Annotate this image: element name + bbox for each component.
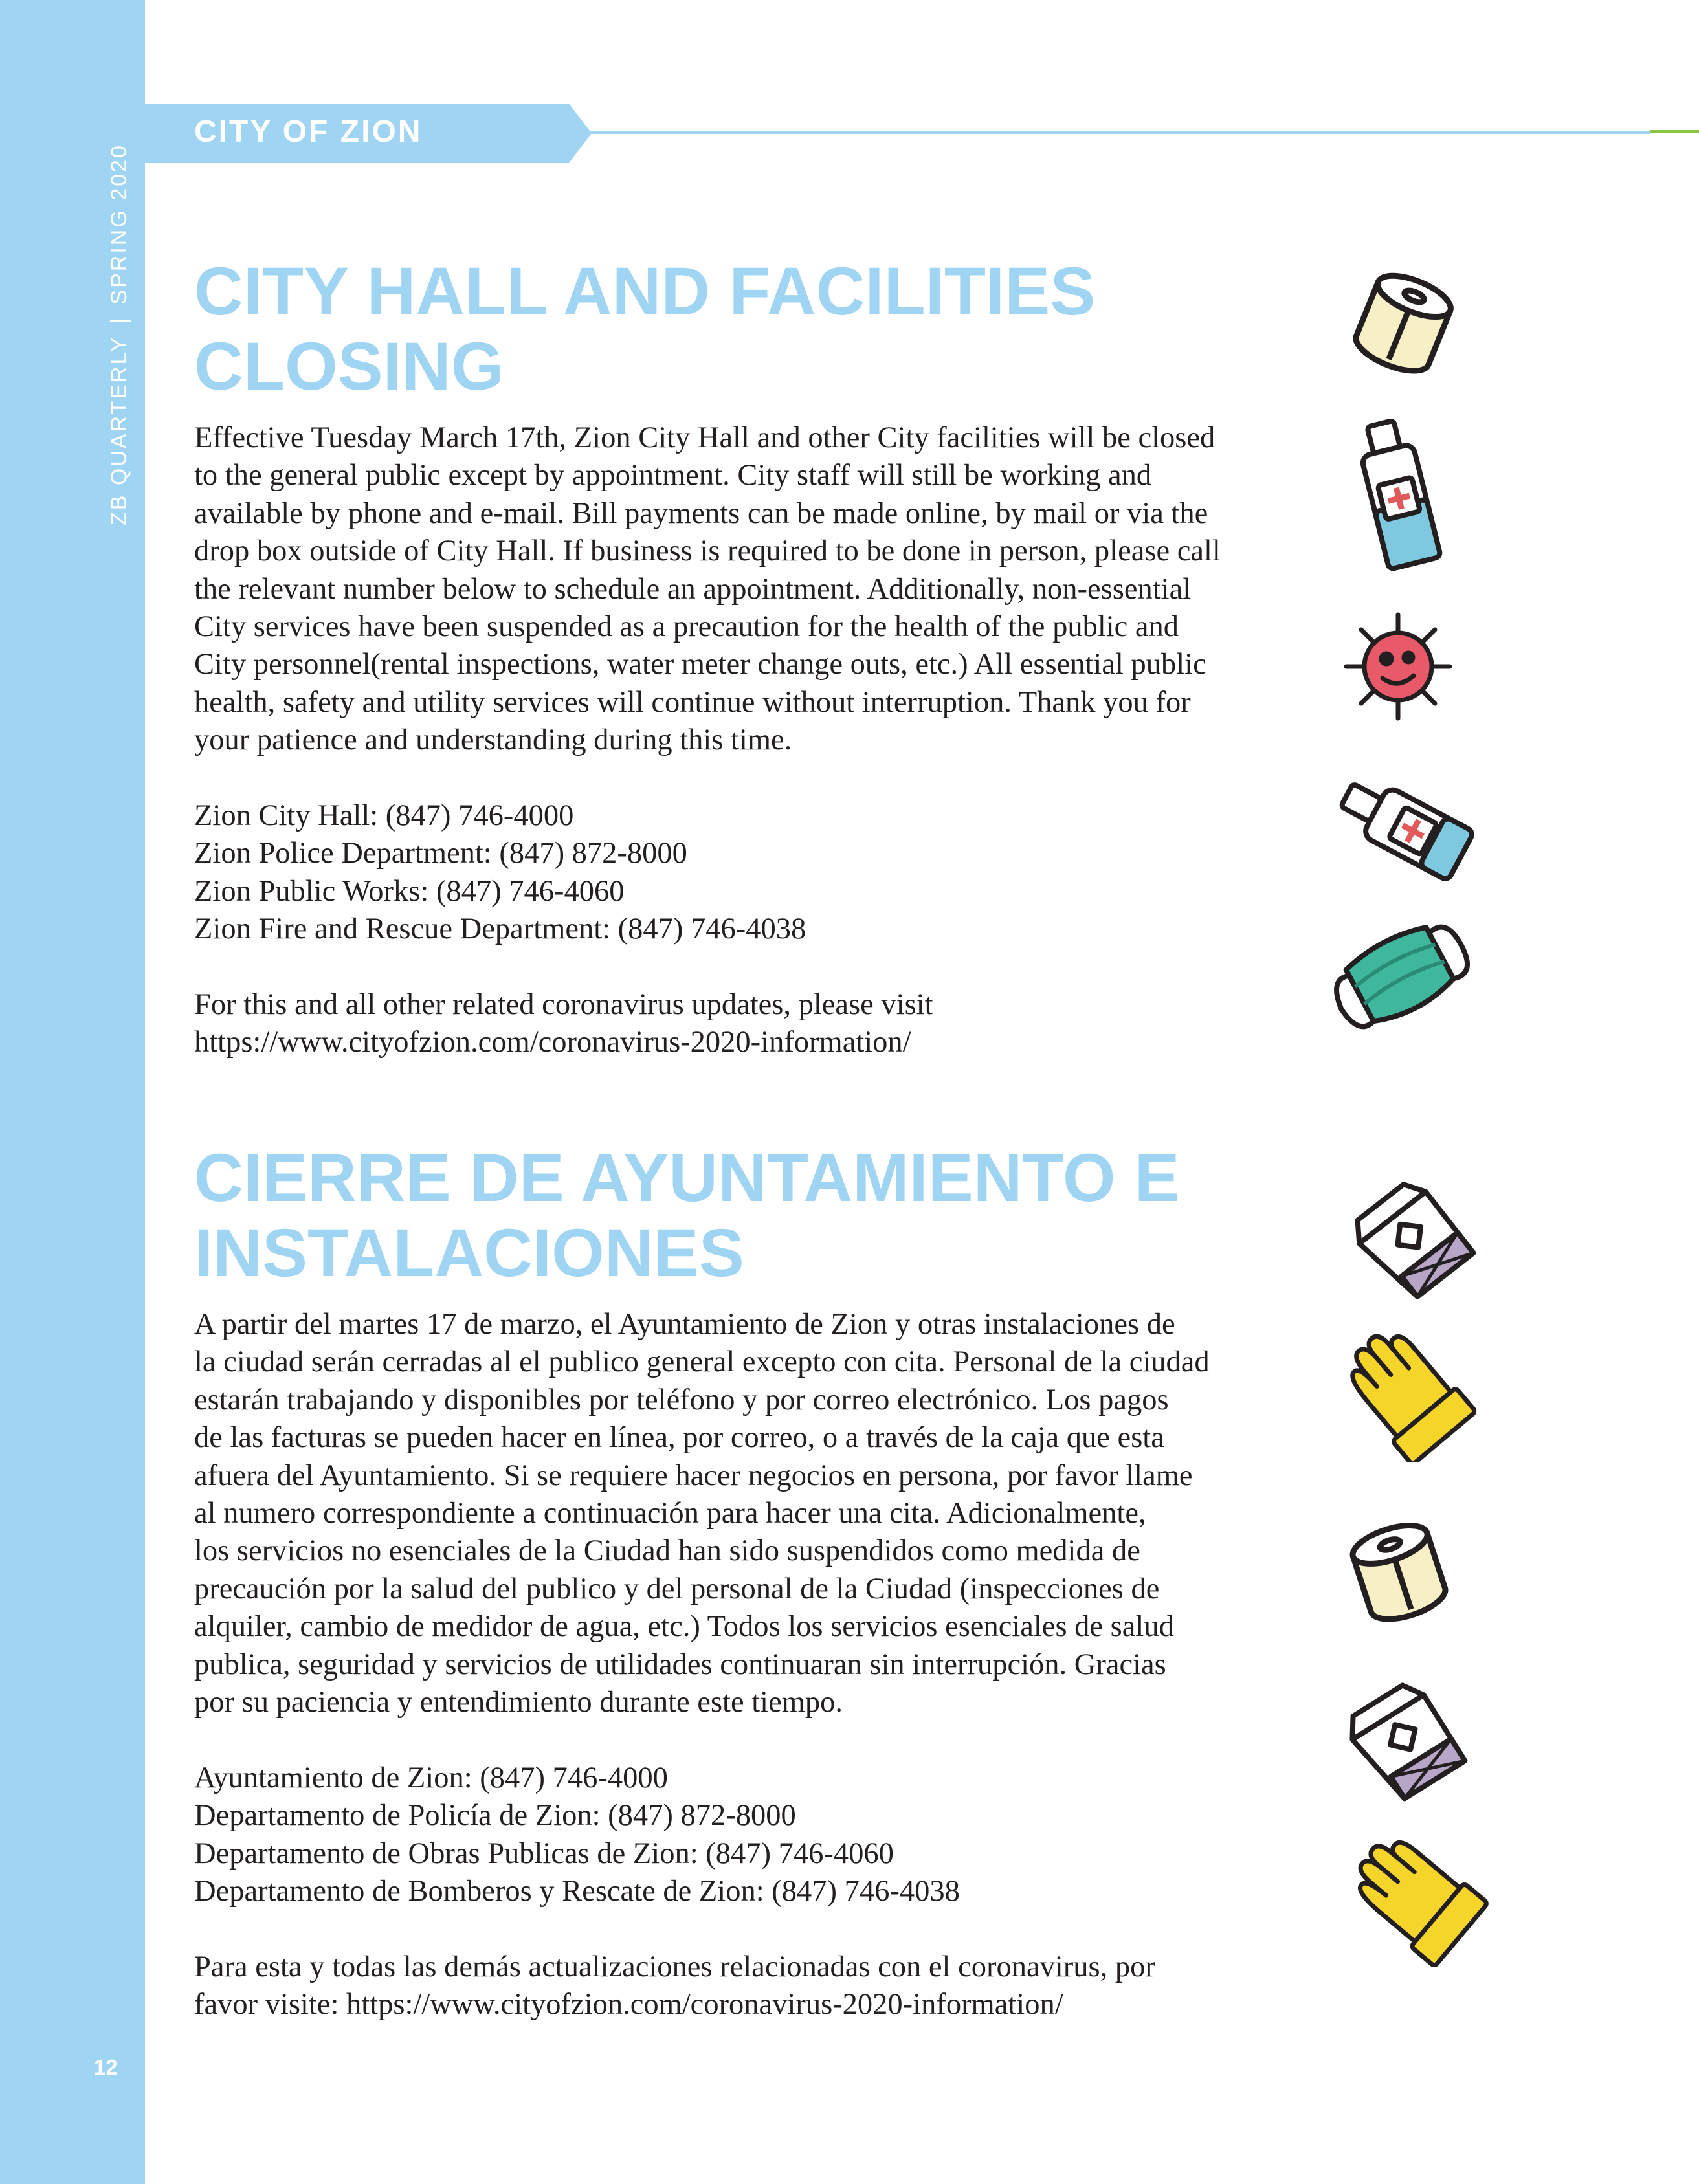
body-line: precaución por la salud del publico y del personal de la Ciudad (inspecciones de (194, 1572, 1160, 1605)
body-line: health, safety and utility services will continue without interruption. Thank you for (194, 685, 1191, 719)
body-line: afuera del Ayuntamiento. Si se requiere hacer negocios en persona, por favor llame (194, 1459, 1193, 1492)
english-heading (194, 254, 1294, 404)
body-line: to the general public except by appointment. City staff will still be working and (194, 459, 1152, 492)
body-line: por su paciencia y entendimiento durante este tiempo. (194, 1686, 843, 1719)
rubber-glove-icon (1324, 1320, 1479, 1462)
body-line: your patience and understanding during this time. (194, 723, 792, 757)
english-heading-line2: CLOSING (194, 329, 504, 404)
spanish-heading-line2: INSTALACIONES (194, 1215, 744, 1291)
contact-fire-rescue: Zion Fire and Rescue Department: (847) 746-4038 (194, 912, 806, 946)
footer-note: Para esta y todas las demás actualizaciones relacionadas con el coronavirus, por (194, 1950, 1155, 1983)
publication-name: ZB QUARTERLY (107, 335, 131, 525)
milk-carton-icon (1333, 1666, 1476, 1809)
contact-police: Zion Police Department: (847) 872-8000 (194, 837, 687, 870)
header-rule (583, 131, 1650, 134)
info-link[interactable]: favor visite: https://www.cityofzion.com/coronavirus-2020-information/ (194, 1988, 1063, 2022)
header-rule-accent (1650, 130, 1699, 133)
body-line: A partir del martes 17 de marzo, el Ayuntamiento de Zion y otras instalaciones de (194, 1308, 1175, 1341)
page-number: 12 (94, 2055, 118, 2079)
banner-label: CITY OF ZION (194, 115, 423, 149)
body-line: al numero correspondiente a continuación para hacer una cita. Adicionalmente, (194, 1497, 1146, 1530)
publication-season: SPRING 2020 (107, 144, 131, 305)
english-heading-line1: CITY HALL AND FACILITIES (194, 254, 1096, 329)
body-line: la ciudad serán cerradas al el publico general excepto con cita. Personal de la ciudad (194, 1345, 1210, 1379)
info-link[interactable]: https://www.cityofzion.com/coronavirus-2020-information/ (194, 1026, 911, 1059)
hand-sanitizer-icon (1346, 408, 1456, 576)
contact-police: Departamento de Policía de Zion: (847) 872-8000 (194, 1799, 796, 1833)
body-line: available by phone and e-mail. Bill payments can be made online, by mail or via the (194, 496, 1208, 530)
virus-icon (1340, 608, 1456, 725)
contact-public-works: Zion Public Works: (847) 746-4060 (194, 874, 625, 908)
publication-label (107, 144, 132, 525)
face-mask-icon (1324, 906, 1479, 1048)
toilet-paper-icon (1340, 256, 1469, 385)
body-line: Effective Tuesday March 17th, Zion City Hall and other City facilities will be closed (194, 421, 1216, 454)
milk-carton-icon (1340, 1165, 1482, 1307)
spanish-heading-line1: CIERRE DE AYUNTAMIENTO E (194, 1140, 1180, 1216)
body-line: de las facturas se pueden hacer en línea, por correo, o a través de la caja que esta (194, 1421, 1164, 1455)
english-body (194, 419, 1230, 1062)
spanish-heading (194, 1141, 1294, 1291)
publication-separator: | (107, 316, 131, 324)
body-line: publica, seguridad y servicios de utilidades continuaran sin interrupción. Gracias (194, 1648, 1166, 1681)
rubber-glove-icon (1333, 1818, 1489, 1974)
body-line: City personnel(rental inspections, water meter change outs, etc.) All essential public (194, 648, 1206, 681)
contact-public-works: Departamento de Obras Publicas de Zion: (847) 746-4060 (194, 1837, 894, 1870)
body-line: City services have been suspended as a precaution for the health of the public and (194, 610, 1179, 644)
contact-city-hall: Ayuntamiento de Zion: (847) 746-4000 (194, 1761, 668, 1794)
body-line: drop box outside of City Hall. If business is required to be done in person, please call (194, 535, 1221, 568)
body-line: alquiler, cambio de medidor de agua, etc.) Todos los servicios esenciales de salud (194, 1610, 1174, 1644)
sanitizer-bottle-icon (1324, 773, 1485, 890)
body-line: the relevant number below to schedule an appointment. Additionally, non-essential (194, 572, 1192, 606)
toilet-paper-icon (1333, 1505, 1463, 1634)
contact-fire-rescue: Departamento de Bomberos y Rescate de Zion: (847) 746-4038 (194, 1875, 960, 1908)
body-line: los servicios no esenciales de la Ciudad han sido suspendidos como medida de (194, 1534, 1140, 1568)
contact-city-hall: Zion City Hall: (847) 746-4000 (194, 799, 574, 833)
body-line: estarán trabajando y disponibles por teléfono y por correo electrónico. Los pagos (194, 1383, 1169, 1417)
spanish-body (194, 1306, 1230, 2024)
footer-note: For this and all other related coronavirus updates, please visit (194, 988, 933, 1022)
